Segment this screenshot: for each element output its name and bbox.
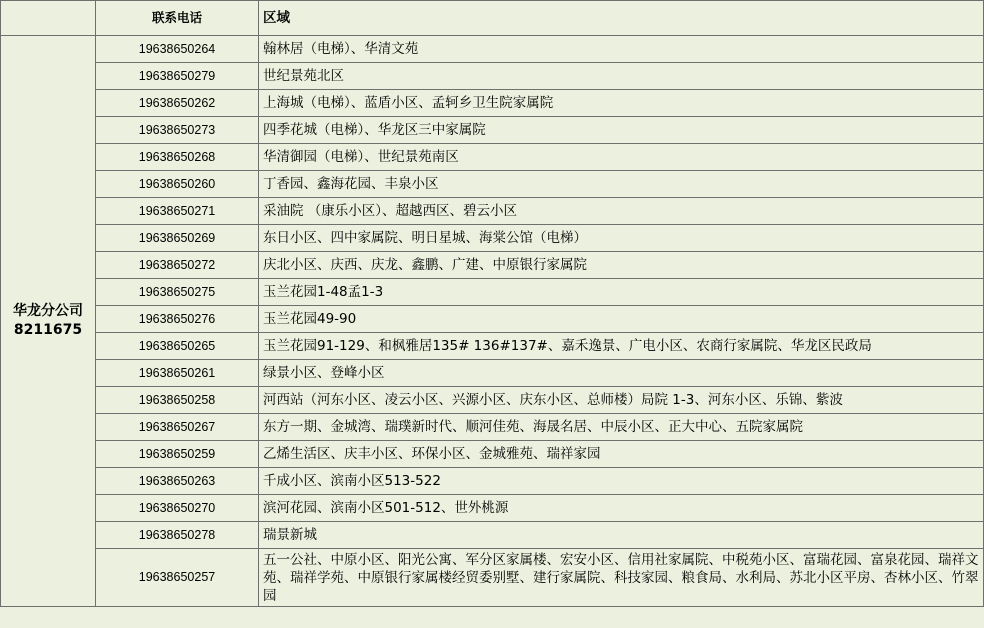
phone-cell: 19638650258 — [96, 387, 259, 414]
phone-cell: 19638650271 — [96, 198, 259, 225]
table-row — [1, 360, 984, 387]
area-cell: 东日小区、四中家属院、明日星城、海棠公馆（电梯） — [259, 225, 984, 252]
header-phone: 联系电话 — [96, 1, 259, 36]
area-cell: 滨河花园、滨南小区501-512、世外桃源 — [259, 495, 984, 522]
table-row — [1, 414, 984, 441]
table-row — [1, 171, 984, 198]
area-cell: 玉兰花园49-90 — [259, 306, 984, 333]
area-cell: 四季花城（电梯）、华龙区三中家属院 — [259, 117, 984, 144]
table-row — [1, 522, 984, 549]
branch-phone: 8211675 — [13, 322, 83, 338]
branch-cell — [1, 36, 96, 607]
table-row — [1, 333, 984, 360]
area-cell: 千成小区、滨南小区513-522 — [259, 468, 984, 495]
phone-cell: 19638650276 — [96, 306, 259, 333]
header-row — [1, 1, 984, 36]
phone-cell: 19638650272 — [96, 252, 259, 279]
table-row — [1, 468, 984, 495]
table-row — [1, 495, 984, 522]
phone-cell: 19638650278 — [96, 522, 259, 549]
area-cell: 五一公社、中原小区、阳光公寓、军分区家属楼、宏安小区、信用社家属院、中税苑小区、富瑞花园、富泉花园、瑞祥文苑、瑞祥学苑、中原银行家属楼经贸委别墅、建行家属院、科技家园、粮食局、水利局、苏北小区平房、杏林小区、竹翠园 — [259, 549, 984, 607]
area-cell: 绿景小区、登峰小区 — [259, 360, 984, 387]
area-cell: 玉兰花园1-48孟1-3 — [259, 279, 984, 306]
phone-cell: 19638650273 — [96, 117, 259, 144]
header-area: 区域 — [259, 1, 984, 36]
area-cell: 丁香园、鑫海花园、丰泉小区 — [259, 171, 984, 198]
area-cell: 华清御园（电梯）、世纪景苑南区 — [259, 144, 984, 171]
phone-cell: 19638650262 — [96, 90, 259, 117]
phone-cell: 19638650264 — [96, 36, 259, 63]
table-row — [1, 441, 984, 468]
area-cell: 东方一期、金城湾、瑞璞新时代、顺河佳苑、海晟名居、中辰小区、正大中心、五院家属院 — [259, 414, 984, 441]
header-branch-cell — [1, 1, 96, 36]
table-row — [1, 198, 984, 225]
phone-cell: 19638650261 — [96, 360, 259, 387]
area-cell: 河西站（河东小区、凌云小区、兴源小区、庆东小区、总师楼）局院 1-3、河东小区、乐锦、紫波 — [259, 387, 984, 414]
area-cell: 上海城（电梯）、蓝盾小区、孟轲乡卫生院家属院 — [259, 90, 984, 117]
table-row — [1, 549, 984, 607]
area-cell: 采油院 （康乐小区）、超越西区、碧云小区 — [259, 198, 984, 225]
table-row — [1, 36, 984, 63]
phone-cell: 19638650268 — [96, 144, 259, 171]
phone-cell: 19638650257 — [96, 549, 259, 607]
phone-cell: 19638650267 — [96, 414, 259, 441]
branch-name: 华龙分公司 — [13, 303, 83, 319]
table-row — [1, 144, 984, 171]
phone-cell: 19638650259 — [96, 441, 259, 468]
area-cell: 世纪景苑北区 — [259, 63, 984, 90]
table-row — [1, 306, 984, 333]
phone-cell: 19638650260 — [96, 171, 259, 198]
area-cell: 玉兰花园91-129、和枫雅居135# 136#137#、嘉禾逸景、广电小区、农商行家属院、华龙区民政局 — [259, 333, 984, 360]
area-cell: 瑞景新城 — [259, 522, 984, 549]
table-row — [1, 63, 984, 90]
table-row — [1, 279, 984, 306]
area-cell: 庆北小区、庆西、庆龙、鑫鹏、广建、中原银行家属院 — [259, 252, 984, 279]
phone-cell: 19638650275 — [96, 279, 259, 306]
phone-cell: 19638650265 — [96, 333, 259, 360]
phone-cell: 19638650279 — [96, 63, 259, 90]
table-row — [1, 387, 984, 414]
table-row — [1, 90, 984, 117]
table-row — [1, 252, 984, 279]
area-cell: 翰林居（电梯）、华清文苑 — [259, 36, 984, 63]
phone-cell: 19638650263 — [96, 468, 259, 495]
area-cell: 乙烯生活区、庆丰小区、环保小区、金城雅苑、瑞祥家园 — [259, 441, 984, 468]
table-row — [1, 117, 984, 144]
phone-cell: 19638650270 — [96, 495, 259, 522]
phone-cell: 19638650269 — [96, 225, 259, 252]
table-row — [1, 225, 984, 252]
